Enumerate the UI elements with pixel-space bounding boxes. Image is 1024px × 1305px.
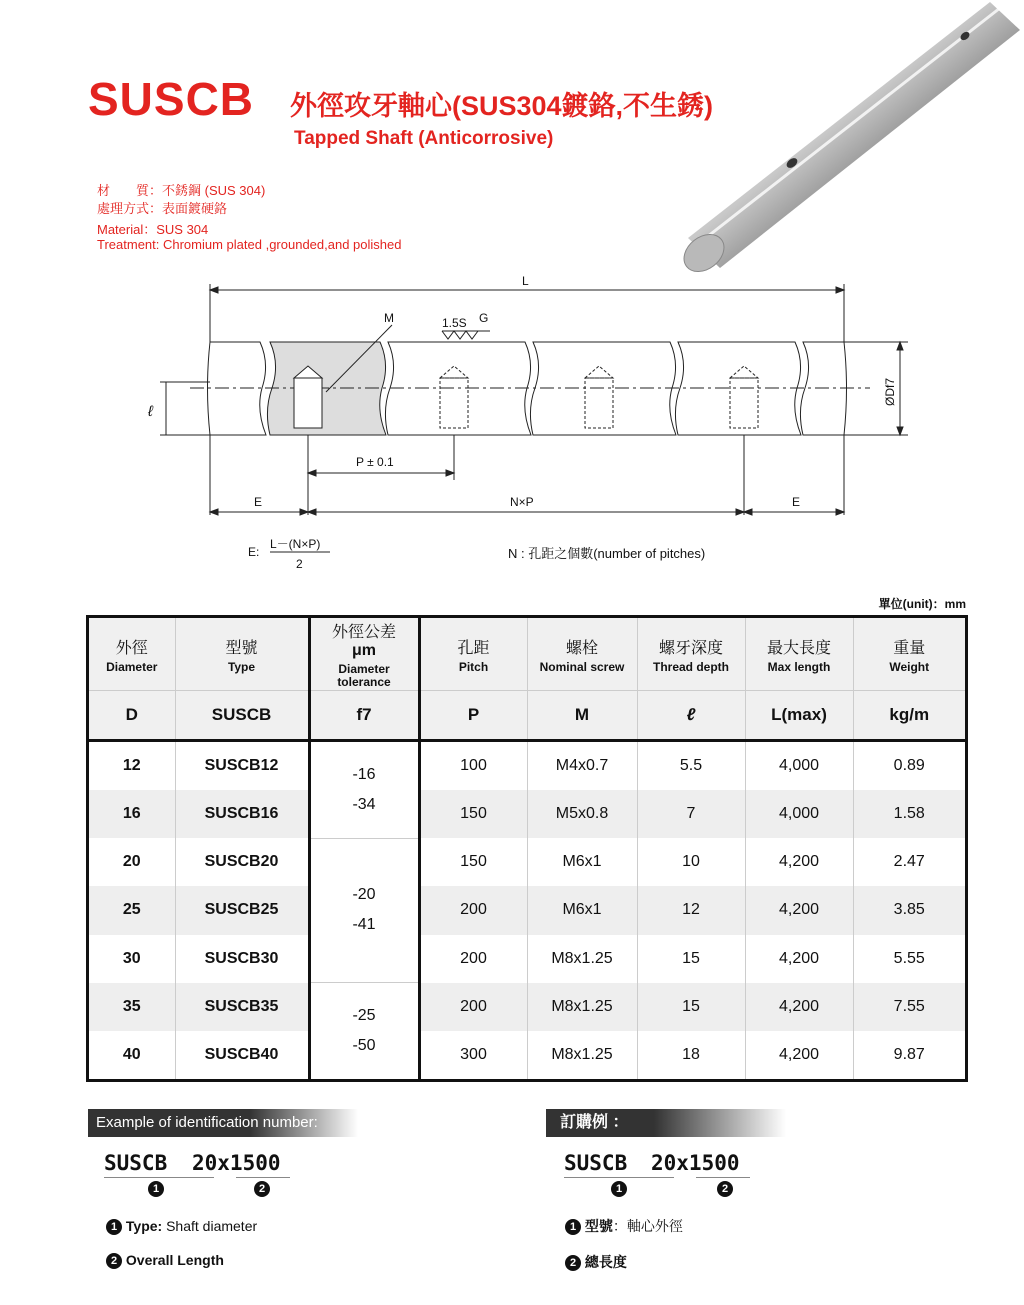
table-row xyxy=(89,741,965,791)
cell-screw: M8x1.25 xyxy=(527,935,637,983)
example-zh-code-size: 20x1500 xyxy=(651,1151,740,1175)
material-en: Material：SUS 304 xyxy=(97,222,209,237)
dim-diameter-label: ØDf7 xyxy=(883,377,897,406)
cell-weight: 0.89 xyxy=(853,741,965,791)
treatment-zh: 處理方式：表面鍍硬鉻 xyxy=(97,201,228,216)
table-row xyxy=(89,790,965,838)
title-english: Tapped Shaft (Anticorrosive) xyxy=(294,128,554,149)
header-max-length: 最大長度 Max length xyxy=(745,618,853,691)
formula-numerator: L－(N×P) xyxy=(270,537,321,551)
symbol-diameter: D xyxy=(89,691,175,741)
symbol-thread-depth: ℓ xyxy=(637,691,745,741)
example-zh-underline-1 xyxy=(564,1177,674,1178)
example-zh-item-2: 2 總長度 xyxy=(565,1252,627,1272)
number-two-icon: 2 xyxy=(717,1181,733,1197)
example-zh-code-type: SUSCB xyxy=(564,1151,628,1175)
header-thread-depth: 螺牙深度 Thread depth xyxy=(637,618,745,691)
cell-type: SUSCB16 xyxy=(175,790,309,838)
cell-pitch: 300 xyxy=(419,1031,527,1079)
number-one-icon: 1 xyxy=(148,1181,164,1197)
dim-ell-label: ℓ xyxy=(148,403,153,420)
symbol-max-length: L(max) xyxy=(745,691,853,741)
cell-weight: 2.47 xyxy=(853,838,965,886)
cell-diameter: 12 xyxy=(89,741,175,791)
cell-pitch: 200 xyxy=(419,935,527,983)
header-tolerance: 外徑公差 μm Diameter tolerance xyxy=(309,618,419,691)
example-en-item-2: 2 Overall Length xyxy=(106,1252,224,1269)
cell-diameter: 16 xyxy=(89,790,175,838)
pitch-count-note: N : 孔距之個數(number of pitches) xyxy=(508,546,706,561)
symbol-weight: kg/m xyxy=(853,691,965,741)
cell-thread-depth: 7 xyxy=(637,790,745,838)
brand-title: SUSCB xyxy=(88,73,255,125)
cell-diameter: 30 xyxy=(89,935,175,983)
cell-type: SUSCB12 xyxy=(175,741,309,791)
header-pitch: 孔距 Pitch xyxy=(419,618,527,691)
example-zh-banner: 訂購例 ： xyxy=(546,1109,786,1137)
cell-pitch: 150 xyxy=(419,790,527,838)
example-en-underline-1 xyxy=(104,1177,214,1178)
example-zh-item-1: 1 型號：軸心外徑 xyxy=(565,1216,683,1236)
cell-tolerance: -16 -34 xyxy=(309,741,419,839)
dim-E-right-label: E xyxy=(792,495,801,509)
roughness-label: 1.5S xyxy=(442,316,467,330)
dim-M-label: M xyxy=(384,311,394,325)
cell-weight: 5.55 xyxy=(853,935,965,983)
treatment-en: Treatment: Chromium plated ,grounded,and polished xyxy=(97,237,402,252)
cell-screw: M5x0.8 xyxy=(527,790,637,838)
cell-weight: 7.55 xyxy=(853,983,965,1031)
cell-screw: M8x1.25 xyxy=(527,983,637,1031)
cell-type: SUSCB20 xyxy=(175,838,309,886)
symbol-pitch: P xyxy=(419,691,527,741)
cell-type: SUSCB35 xyxy=(175,983,309,1031)
dim-L-label: L xyxy=(522,274,529,288)
cell-max-length: 4,200 xyxy=(745,838,853,886)
example-en-code-type: SUSCB xyxy=(104,1151,168,1175)
shaft-photo xyxy=(680,0,1024,275)
cell-pitch: 150 xyxy=(419,838,527,886)
spec-table xyxy=(86,615,968,1082)
symbol-screw: M xyxy=(527,691,637,741)
cell-thread-depth: 10 xyxy=(637,838,745,886)
number-two-icon: 2 xyxy=(254,1181,270,1197)
number-two-icon: 2 xyxy=(565,1255,581,1271)
dim-NxP-label: N×P xyxy=(510,495,534,509)
number-two-icon: 2 xyxy=(106,1253,122,1269)
example-en-item-1: 1 Type: Shaft diameter xyxy=(106,1218,257,1235)
technical-drawing xyxy=(130,270,930,580)
cell-thread-depth: 12 xyxy=(637,886,745,934)
number-one-icon: 1 xyxy=(611,1181,627,1197)
cell-screw: M6x1 xyxy=(527,886,637,934)
table-row xyxy=(89,1031,965,1079)
cell-max-length: 4,000 xyxy=(745,790,853,838)
cell-pitch: 200 xyxy=(419,886,527,934)
unit-label: 單位(unit)：mm xyxy=(878,597,966,611)
dim-E-left-label: E xyxy=(254,495,263,509)
header-screw: 螺栓 Nominal screw xyxy=(527,618,637,691)
cell-weight: 9.87 xyxy=(853,1031,965,1079)
cell-max-length: 4,000 xyxy=(745,741,853,791)
symbol-tolerance: f7 xyxy=(309,691,419,741)
formula-denominator: 2 xyxy=(296,557,303,571)
grind-label: G xyxy=(479,311,489,325)
cell-diameter: 25 xyxy=(89,886,175,934)
formula-prefix: E: xyxy=(248,545,260,559)
example-zh-underline-2 xyxy=(696,1177,750,1178)
cell-diameter: 40 xyxy=(89,1031,175,1079)
cell-tolerance: -20 -41 xyxy=(309,838,419,982)
cell-diameter: 35 xyxy=(89,983,175,1031)
header-type: 型號 Type xyxy=(175,618,309,691)
cell-max-length: 4,200 xyxy=(745,1031,853,1079)
cell-type: SUSCB30 xyxy=(175,935,309,983)
cell-pitch: 100 xyxy=(419,741,527,791)
cell-type: SUSCB40 xyxy=(175,1031,309,1079)
example-en-code-size: 20x1500 xyxy=(192,1151,281,1175)
cell-thread-depth: 5.5 xyxy=(637,741,745,791)
table-row xyxy=(89,838,965,886)
cell-max-length: 4,200 xyxy=(745,935,853,983)
header-diameter: 外徑 Diameter xyxy=(89,618,175,691)
number-one-icon: 1 xyxy=(106,1219,122,1235)
cell-weight: 1.58 xyxy=(853,790,965,838)
cell-tolerance: -25 -50 xyxy=(309,983,419,1079)
dim-pitch-label: P ± 0.1 xyxy=(356,455,394,469)
table-row xyxy=(89,935,965,983)
example-en-underline-2 xyxy=(236,1177,290,1178)
number-one-icon: 1 xyxy=(565,1219,581,1235)
cell-weight: 3.85 xyxy=(853,886,965,934)
cell-screw: M8x1.25 xyxy=(527,1031,637,1079)
material-zh: 材 質：不銹鋼 (SUS 304) xyxy=(97,183,266,198)
symbol-type: SUSCB xyxy=(175,691,309,741)
cell-diameter: 20 xyxy=(89,838,175,886)
header-weight: 重量 Weight xyxy=(853,618,965,691)
table-row xyxy=(89,983,965,1031)
cell-max-length: 4,200 xyxy=(745,886,853,934)
cell-max-length: 4,200 xyxy=(745,983,853,1031)
table-row xyxy=(89,886,965,934)
example-en-banner: Example of identification number: xyxy=(88,1109,358,1137)
cell-type: SUSCB25 xyxy=(175,886,309,934)
cell-pitch: 200 xyxy=(419,983,527,1031)
cell-screw: M6x1 xyxy=(527,838,637,886)
cell-screw: M4x0.7 xyxy=(527,741,637,791)
cell-thread-depth: 15 xyxy=(637,983,745,1031)
cell-thread-depth: 18 xyxy=(637,1031,745,1079)
title-chinese: 外徑攻牙軸心(SUS304鍍鉻,不生銹) xyxy=(290,91,714,121)
cell-thread-depth: 15 xyxy=(637,935,745,983)
